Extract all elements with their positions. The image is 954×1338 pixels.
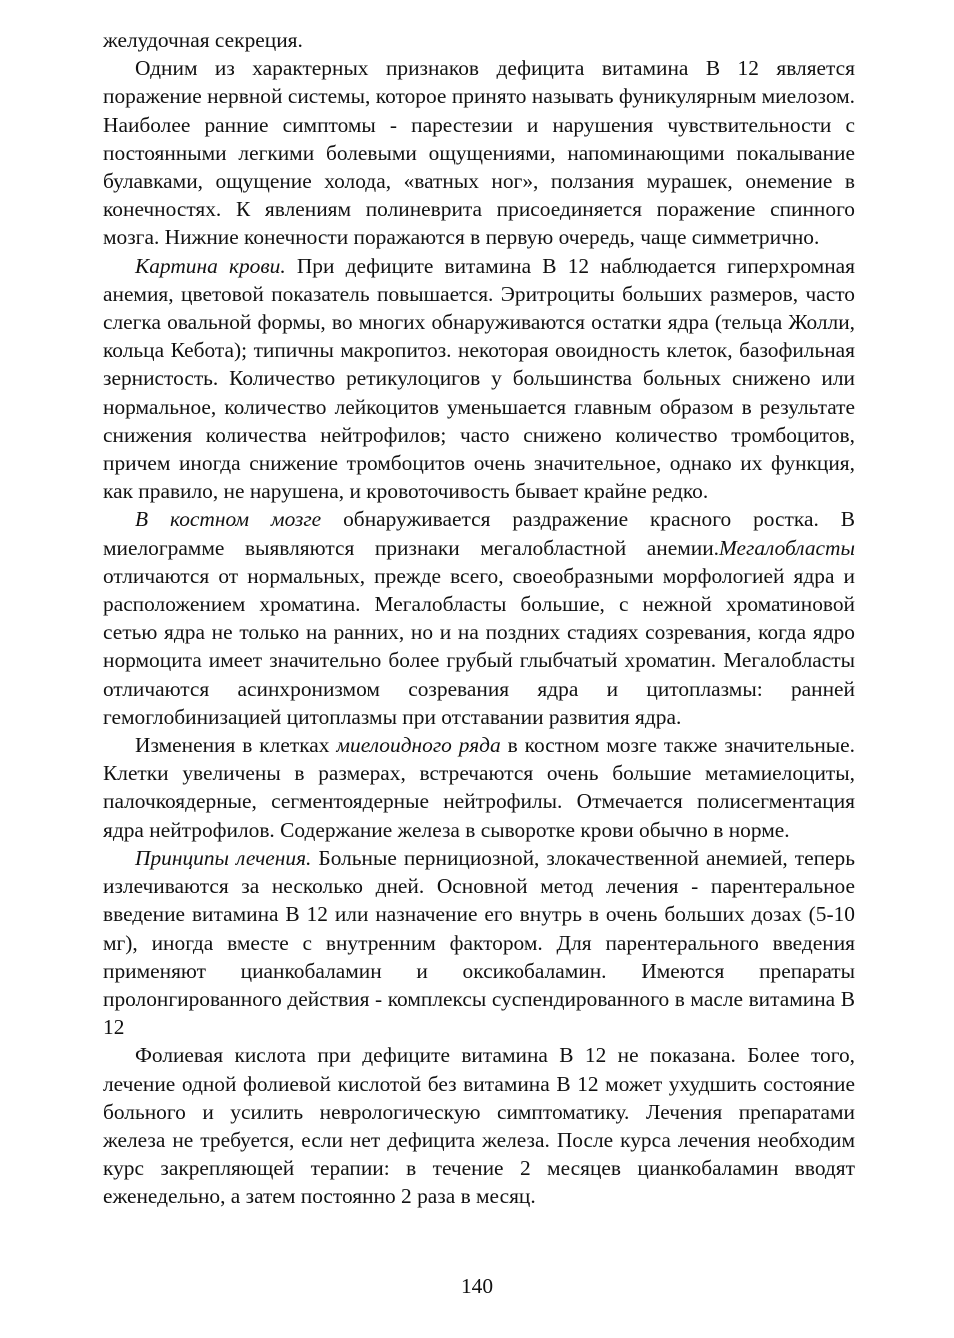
page-number: 140 xyxy=(460,1274,494,1298)
paragraph-bone-marrow xyxy=(103,505,855,731)
paragraph-nervous-system xyxy=(103,54,855,251)
paragraph-treatment-principles xyxy=(103,844,855,1041)
paragraph-gastric-secretion-end xyxy=(103,26,855,54)
text-run: обнаруживается раздражение красного ростка. В миелограмме выявляются признаки мегалобластной анемии. xyxy=(103,507,855,560)
italic-heading-blood-picture: Картина крови. xyxy=(135,253,286,278)
italic-heading-bone-marrow: В костном мозге xyxy=(135,507,322,532)
text-run: отличаются от нормальных, прежде всего, своеобразными морфологией ядра и расположением хроматина. Мегалобласты большие, с нежной хроматиновой сетью ядра не только на ранних, но и на поздних стадиях созревания, когда ядро нормоцита имеет значительно более грубый глыбчатый хроматин. Мегалобласты отличаются асинхронизмом созревания ядра и цитоплазмы: ранней гемоглобинизацией цитоплазмы при отставании развития ядра. xyxy=(103,563,855,729)
paragraph-blood-picture xyxy=(103,252,855,506)
text-run: Больные пернициозной, злокачественной анемией, теперь излечиваются за несколько дней. Основной метод лечения - парентеральное введение витамина В 12 или назначение его внутрь в очень больших дозах (5-10 мг), иногда вместе с внутренним фактором. Для парентерального введения применяют цианкобаламин и оксикобаламин. Имеются препараты пролонгированного действия - комплексы суспендированного в масле витамина В 12 xyxy=(103,845,855,1040)
text-run: При дефиците витамина В 12 наблюдается гиперхромная анемия, цветовой показатель повышается. Эритроциты больших размеров, часто слегка овальной формы, во многих обнаруживаются остатки ядра (тельца Жолли, кольца Кебота); типичны макропитоз. некоторая овоидность клеток, базофильная зернистость. Количество ретикулоцигов у большинства больных снижено или нормальное, количество лейкоцитов уменьшается главным образом в результате снижения количества нейтрофилов; часто снижено количество тромбоцитов, причем иногда снижение тромбоцитов очень значительное, однако их функция, как правило, не нарушена, и кровоточивость бывает крайне редко. xyxy=(103,253,855,504)
text-run: желудочная секреция. xyxy=(103,28,303,52)
paragraph-myeloid-changes xyxy=(103,731,855,844)
italic-heading-treatment-principles: Принципы лечения. xyxy=(135,845,312,870)
text-run: Изменения в клетках xyxy=(135,733,337,758)
paragraph-folic-acid xyxy=(103,1041,855,1210)
italic-term-myeloid-series: миелоидного ряда xyxy=(336,733,501,758)
text-run: в костном мозге также значительные. Клетки увеличены в размерах, встречаются очень большие метамиелоциты, палочкоядерные, сегментоядерные нейтрофилы. Отмечается полисегментация ядра нейтрофилов. Содержание железа в сыворотке крови обычно в норме. xyxy=(103,733,855,842)
italic-term-megaloblasts: Мегалобласты xyxy=(719,535,855,560)
page-body xyxy=(103,26,855,1211)
text-run: Одним из характерных признаков дефицита витамина В 12 является поражение нервной системы, которое принято называть фуникулярным миелозом. Наиболее ранние симптомы - парестезии и нарушения чувствительности с постоянными легкими болевыми ощущениями, напоминающими покалывание булавками, ощущение холода, «ватных ног», ползания мурашек, онемение в конечностях. К явлениям полиневрита присоединяется поражение спинного мозга. Нижние конечности поражаются в первую очередь, чаще симметрично. xyxy=(103,56,855,250)
text-run: Фолиевая кислота при дефиците витамина В 12 не показана. Более того, лечение одной фолиевой кислотой без витамина В 12 может ухудшить состояние больного и усилить неврологическую симптоматику. Лечения препаратами железа не требуется, если нет дефицита железа. После курса лечения необходим курс закрепляющей терапии: в течение 2 месяцев цианкобаламин вводят еженедельно, а затем постоянно 2 раза в месяц. xyxy=(103,1043,855,1209)
